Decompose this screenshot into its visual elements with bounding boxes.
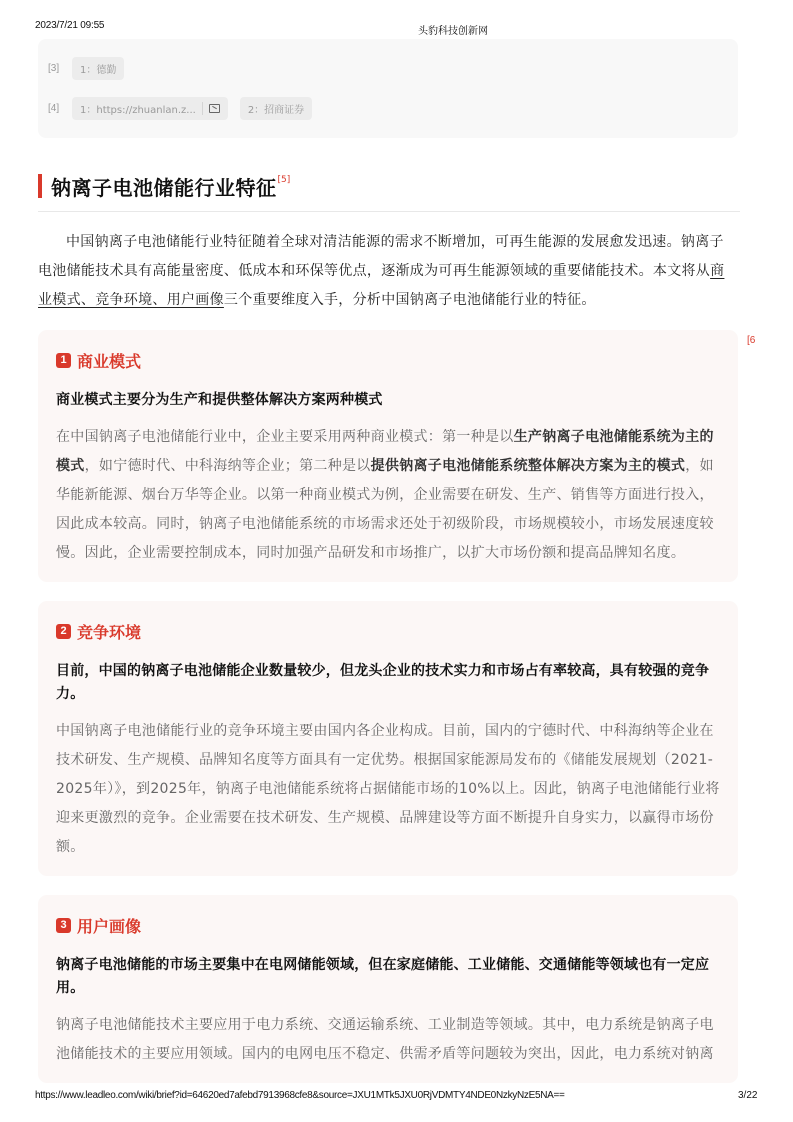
reference-chip[interactable] — [72, 57, 124, 80]
reference-row — [48, 57, 124, 80]
print-datetime: 2023/7/21 09:55 — [35, 20, 105, 31]
card-header — [56, 913, 720, 937]
card-header — [56, 619, 720, 643]
number-badge: 1 — [56, 353, 71, 368]
card-user-profile — [38, 895, 738, 1083]
card-body: 中国钠离子电池储能行业的竞争环境主要由国内各企业构成。目前，国内的宁德时代、中科海纳等企业在技术研发、生产规模、品牌知名度等方面具有一定优势。根据国家能源局发布的《储能发展规划（2021-2025年）》，到2025年，钠离子电池储能系统将占据储能市场的10%以上。因此，钠离子电池储能行业将迎来更激烈的竞争。企业需要在技术研发、生产规模、品牌建设等方面不断提升自身实力，以赢得市场份额。 — [56, 723, 720, 855]
section-heading — [38, 174, 290, 198]
body-text: 在中国钠离子电池储能行业中，企业主要采用两种商业模式：第一种是以 — [56, 429, 514, 445]
card-business-model — [38, 330, 738, 582]
intro-underlined-text: 商业模式、竞争环境、用户画像 — [38, 263, 725, 308]
section-title: 钠离子电池储能行业特征 — [51, 175, 277, 200]
reference-chip-label: 1：https://zhuanlan.z... — [80, 105, 196, 116]
reference-row — [48, 97, 312, 120]
card-body — [56, 423, 720, 568]
number-badge: 3 — [56, 918, 71, 933]
reference-number: [3] — [48, 63, 60, 74]
page-number: 3/22 — [738, 1090, 758, 1101]
heading-divider — [38, 211, 740, 212]
print-site-title: 头豹科技创新网 — [418, 26, 488, 37]
card-body: 钠离子电池储能技术主要应用于电力系统、交通运输系统、工业制造等领域。其中，电力系统是钠离子电池储能技术的主要应用领域。国内的电网电压不稳定、供需矛盾等问题较为突出，因此，电力系统对钠离 — [56, 1017, 714, 1062]
side-citation-link[interactable]: [6 — [747, 335, 756, 346]
chip-divider — [202, 102, 203, 115]
body-text: ，如宁德时代、中科海纳等企业；第二种是以 — [84, 458, 371, 474]
number-badge: 2 — [56, 624, 71, 639]
card-subtitle: 商业模式主要分为生产和提供整体解决方案两种模式 — [56, 392, 383, 408]
card-title: 商业模式 — [77, 351, 142, 371]
intro-text: 三个重要维度入手，分析中国钠离子电池储能行业的特征。 — [223, 292, 596, 308]
card-header — [56, 348, 720, 372]
card-subtitle: 目前，中国的钠离子电池储能企业数量较少，但龙头企业的技术实力和市场占有率较高，具有较强的竞争力。 — [56, 663, 710, 702]
reference-chip-label: 2：招商证券 — [247, 105, 305, 116]
reference-number: [4] — [48, 103, 60, 114]
body-bold-text: 提供钠离子电池储能系统整体解决方案为主的模式 — [370, 458, 686, 474]
references-box — [38, 39, 738, 138]
reference-chip-label: 1：德勤 — [80, 65, 117, 76]
external-link-icon[interactable] — [209, 104, 220, 113]
reference-chip[interactable] — [240, 97, 312, 120]
intro-paragraph — [38, 228, 738, 315]
card-competition — [38, 601, 738, 876]
card-title: 竞争环境 — [77, 622, 142, 642]
body-text: ，如华能新能源、烟台万华等企业。以第一种商业模式为例，企业需要在研发、生产、销售等方面进行投入，因此成本较高。同时，钠离子电池储能系统的市场需求还处于初级阶段，市场规模较小，市场发展速度较慢。因此，企业需要控制成本，同时加强产品研发和市场推广，以扩大市场份额和提高品牌知名度。 — [56, 458, 714, 561]
heading-accent-bar — [38, 174, 42, 198]
body-bold-text: 生产钠离子电池储能系统为主的模式 — [56, 429, 714, 474]
card-subtitle: 钠离子电池储能的市场主要集中在电网储能领域，但在家庭储能、工业储能、交通储能等领域也有一定应用。 — [56, 957, 710, 996]
reference-chip[interactable] — [72, 97, 228, 120]
intro-text: 中国钠离子电池储能行业特征随着全球对清洁能源的需求不断增加，可再生能源的发展愈发迅速。钠离子电池储能技术具有高能量密度、低成本和环保等优点，逐渐成为可再生能源领域的重要储能技术。本文将从 — [38, 234, 724, 279]
print-url: https://www.leadleo.com/wiki/brief?id=64620ed7afebd7913968cfe8&source=JXU1MTk5JXU0RjVDMTY4NDE0NzkyNzE5NA== — [35, 1090, 565, 1101]
citation-link[interactable]: [5] — [277, 175, 291, 185]
card-title: 用户画像 — [77, 916, 142, 936]
